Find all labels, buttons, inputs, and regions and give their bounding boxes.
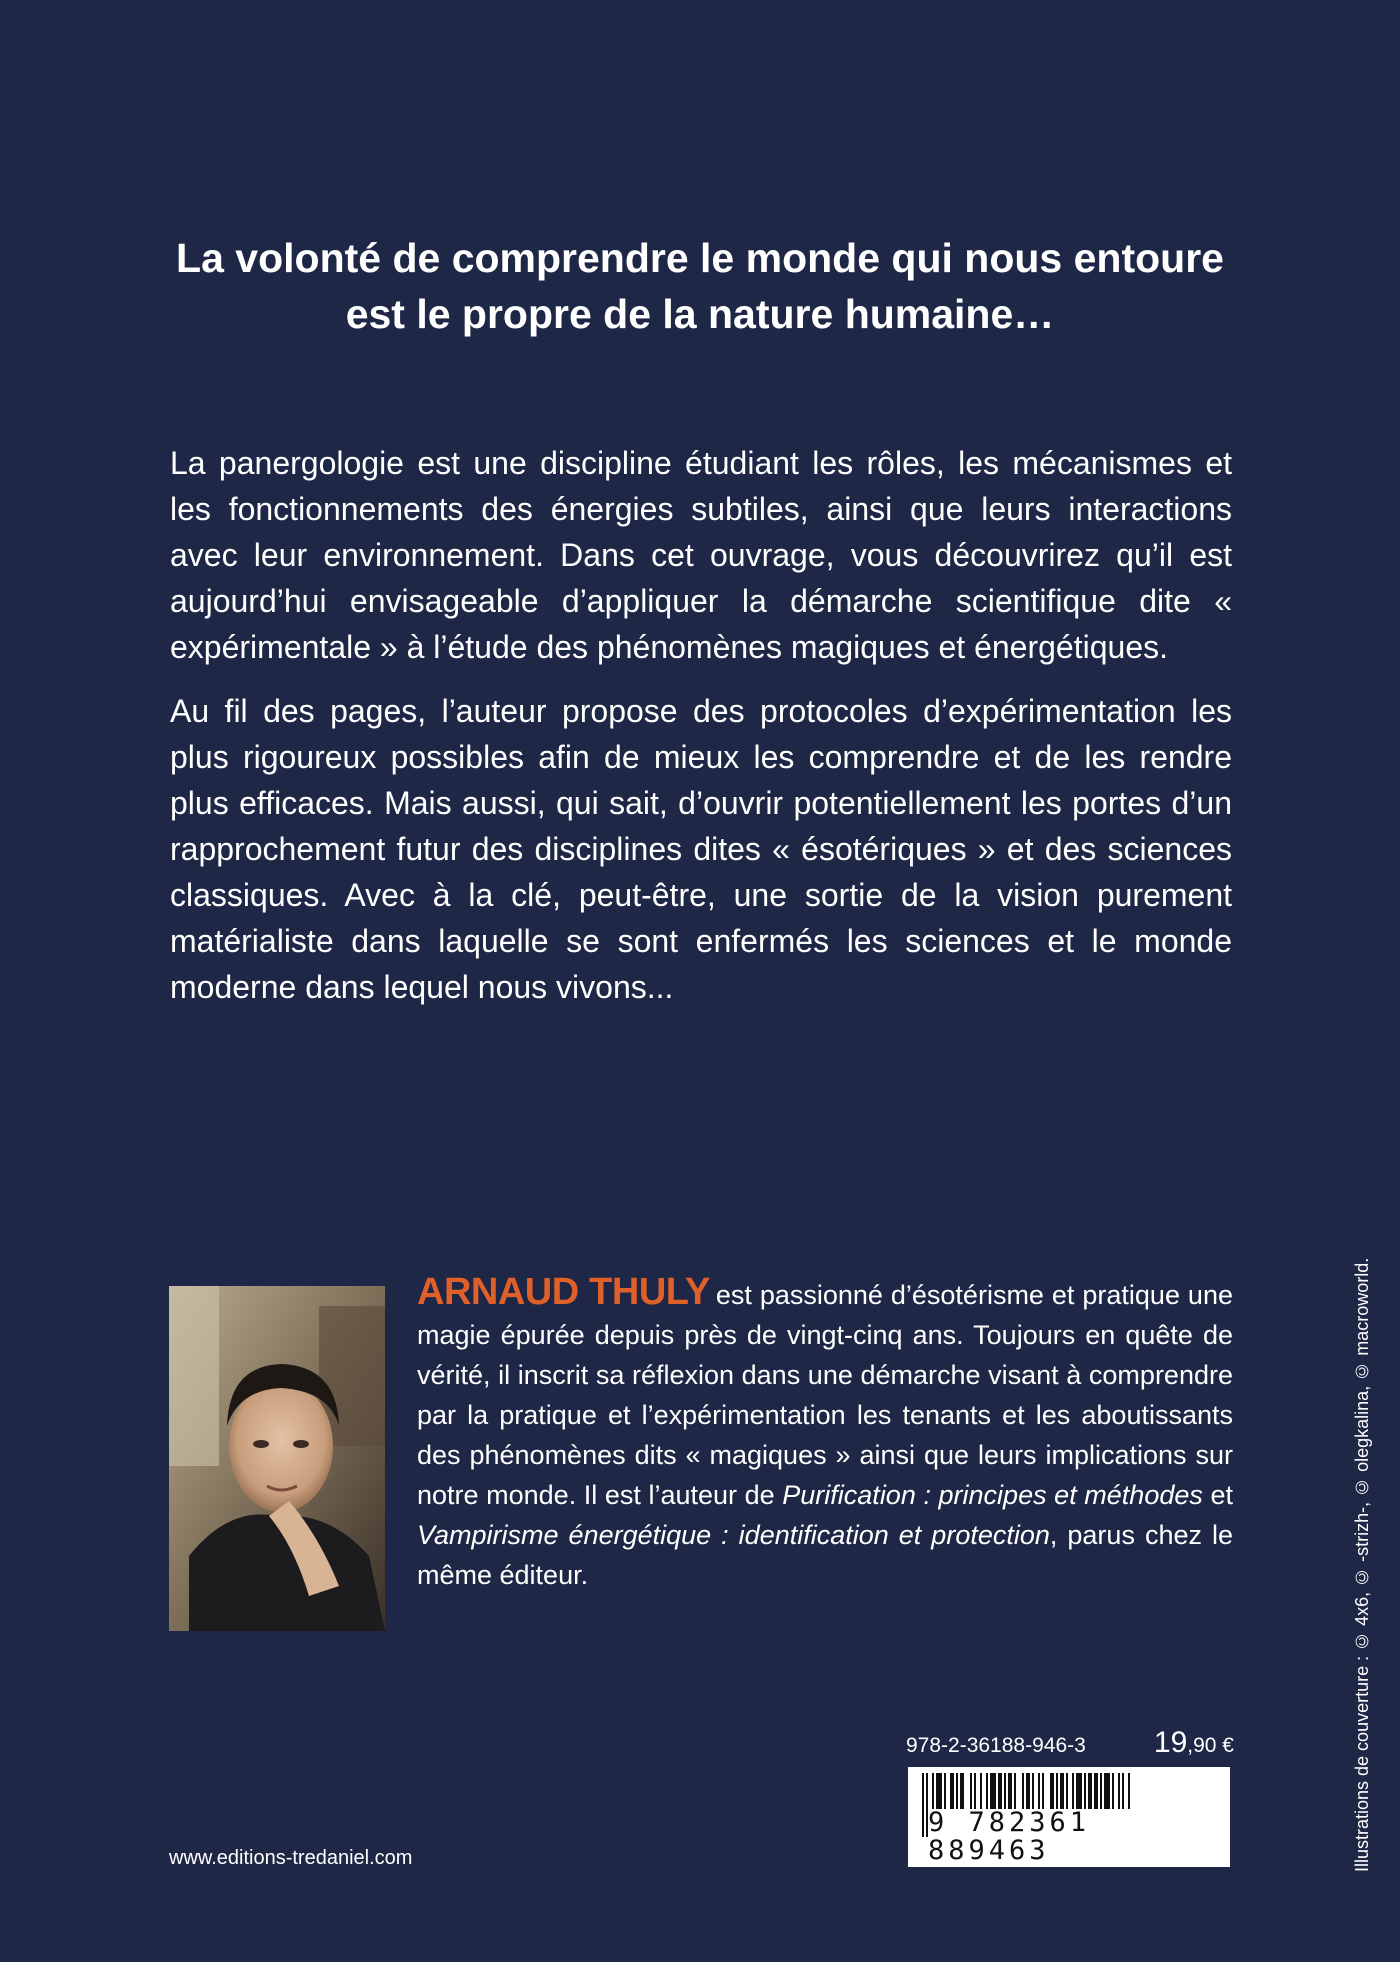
author-bio bbox=[417, 1272, 1233, 1595]
author-bio-text: est passionné d’ésotérisme et pratique une magie épurée depuis près de vingt-cinq ans. Toujours en quête de vérité, il inscrit sa réflexion dans une démarche visant à comprendre par la pratique et l’expérimentation les tenants et les aboutissants des phénomènes dits « magiques » ainsi que leurs implications sur notre monde. Il est l’auteur de bbox=[417, 1280, 1233, 1510]
author-book-title-2: Vampirisme énergétique : identification et protection bbox=[417, 1520, 1050, 1550]
author-book-title-1: Purification : principes et méthodes bbox=[782, 1480, 1203, 1510]
cover-credits: Illustrations de couverture : © 4x6, © -strizh-, © olegkalina, © macroworld. bbox=[1352, 1257, 1372, 1872]
description-paragraph-2: Au fil des pages, l’auteur propose des protocoles d’expérimentation les plus rigoureux possibles afin de mieux les comprendre et de les rendre plus efficaces. Mais aussi, qui sait, d’ouvrir potentiellement les portes d’un rapprochement futur des disciplines dites « ésotériques » et des sciences classiques. Avec à la clé, peut-être, une sortie de la vision purement matérialiste dans laquelle se sont enfermés les sciences et le monde moderne dans lequel nous vivons... bbox=[170, 693, 1232, 1005]
isbn-number: 978-2-36188-946-3 bbox=[906, 1734, 1086, 1757]
author-bio-ending: , parus chez le même éditeur. bbox=[417, 1520, 1234, 1590]
author-bio-conjunction: et bbox=[1202, 1480, 1233, 1510]
publisher-website: www.editions-tredaniel.com bbox=[169, 1847, 413, 1869]
back-cover-tagline bbox=[140, 230, 1260, 342]
price bbox=[1154, 1726, 1234, 1760]
tagline-line-2: est le propre de la nature humaine… bbox=[345, 291, 1055, 337]
author-name: ARNAUD THULY bbox=[417, 1271, 710, 1313]
book-description bbox=[170, 440, 1232, 1028]
isbn-price-row bbox=[906, 1726, 1234, 1760]
barcode-bar bbox=[922, 1773, 924, 1837]
barcode bbox=[908, 1767, 1230, 1867]
description-paragraph-1: La panergologie est une discipline étudiant les rôles, les mécanismes et les fonctionnements des énergies subtiles, ainsi que leurs interactions avec leur environnement. Dans cet ouvrage, vous découvrirez qu’il est aujourd’hui envisageable d’appliquer la démarche scientifique dite « expérimentale » à l’étude des phénomènes magiques et énergétiques. bbox=[170, 445, 1232, 665]
price-euros: 19 bbox=[1153, 1726, 1188, 1759]
tagline-line-1: La volonté de comprendre le monde qui nous entoure bbox=[176, 235, 1224, 281]
author-photo bbox=[169, 1286, 385, 1631]
price-cents: ,90 € bbox=[1187, 1734, 1234, 1757]
barcode-digits: 9 782361 889463 bbox=[928, 1809, 1222, 1865]
